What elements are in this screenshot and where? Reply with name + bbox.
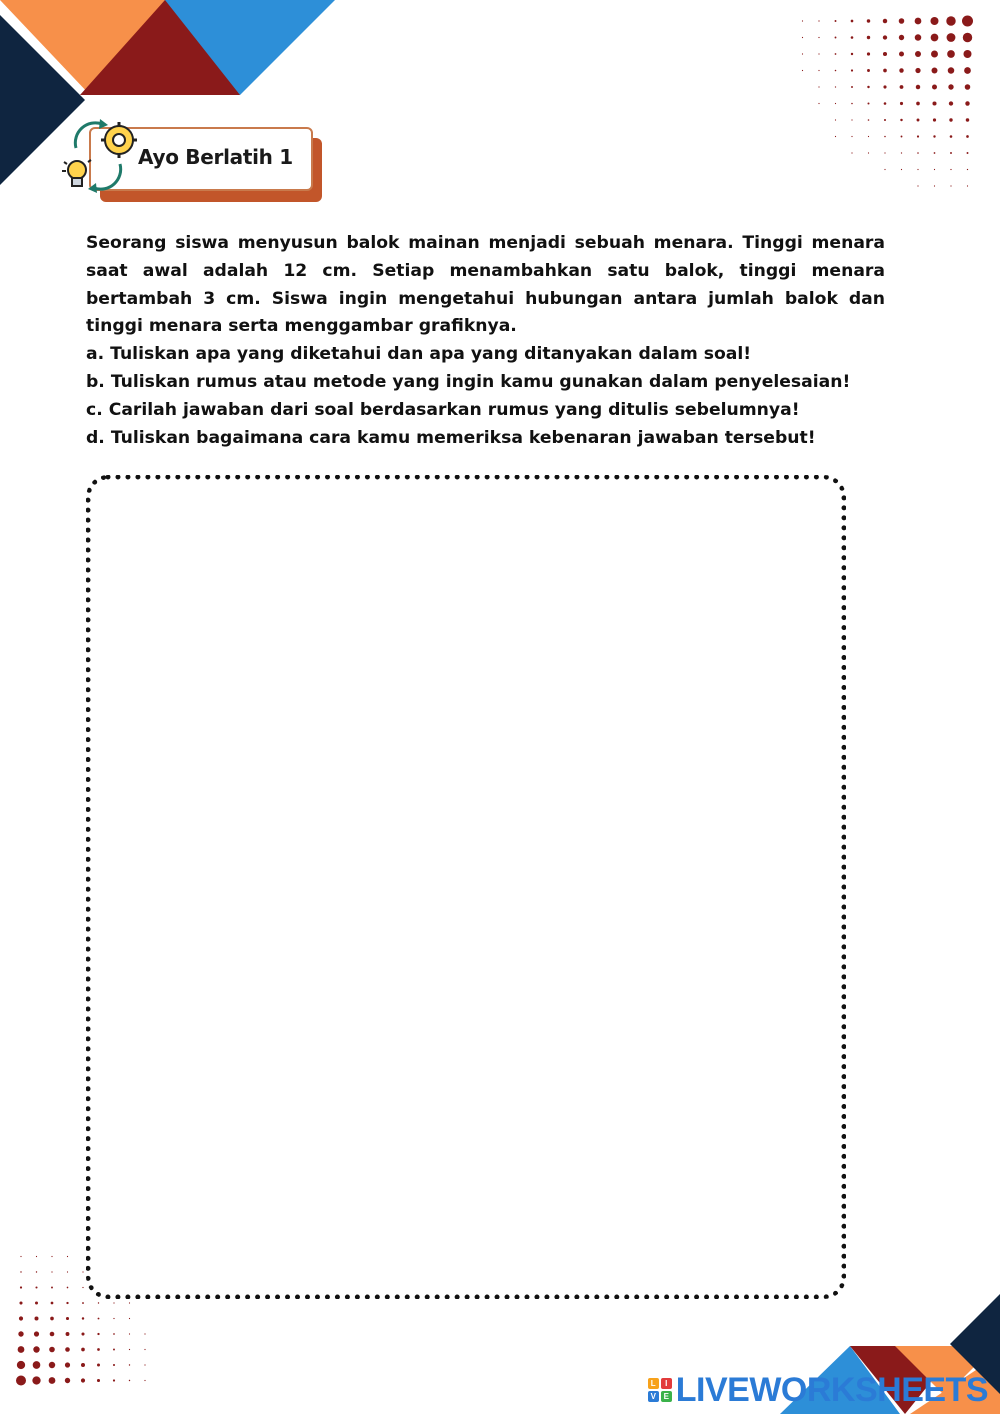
- decor-dot: [129, 1349, 130, 1350]
- decor-dot: [963, 50, 971, 58]
- decor-dot: [917, 152, 919, 154]
- decor-dot: [34, 1316, 38, 1320]
- decor-dot: [967, 169, 968, 170]
- decor-dot: [97, 1333, 99, 1335]
- decor-dot: [899, 18, 905, 24]
- decor-dot: [916, 102, 920, 106]
- decor-dot: [113, 1333, 115, 1335]
- decor-dot: [966, 118, 969, 121]
- decor-dot: [867, 69, 870, 72]
- decor-dot: [851, 53, 853, 55]
- decor-dot: [883, 35, 887, 39]
- decor-dot: [835, 20, 837, 22]
- decor-dot: [818, 103, 819, 104]
- problem-paragraph: Seorang siswa menyusun balok mainan menjadi sebuah menara. Tinggi menara saat awal adalah 12 cm. Setiap menambahkan satu balok, tinggi menara bertambah 3 cm. Siswa ingin mengetahui hubungan antara jumlah balok dan tinggi menara serta menggambar grafiknya.: [86, 233, 885, 337]
- decor-dot: [49, 1347, 55, 1353]
- decor-dot: [933, 118, 936, 121]
- decor-dot: [933, 135, 935, 137]
- decor-dot: [33, 1361, 41, 1369]
- answer-area[interactable]: [86, 475, 846, 1299]
- decor-dot: [932, 84, 937, 89]
- decor-dot: [947, 33, 956, 42]
- decor-dot: [916, 85, 920, 89]
- decor-dot: [949, 101, 953, 105]
- decor-dot: [851, 36, 854, 39]
- decor-dot: [67, 1271, 68, 1272]
- decor-dot: [82, 1271, 83, 1272]
- decor-dot: [966, 135, 969, 138]
- decor-dot: [50, 1332, 55, 1337]
- decor-dot: [144, 1364, 145, 1365]
- decor-dot: [883, 19, 887, 23]
- decor-dot: [49, 1362, 55, 1368]
- decor-dot: [144, 1349, 145, 1350]
- decor-dot: [900, 85, 904, 89]
- decor-dot: [867, 19, 870, 22]
- decor-dot: [899, 35, 904, 40]
- decor-dot: [35, 1302, 38, 1305]
- decor-dot: [65, 1378, 70, 1383]
- decor-dot: [883, 52, 887, 56]
- decor-dot: [965, 84, 971, 90]
- decor-dot: [82, 1317, 84, 1319]
- decor-dot: [901, 136, 903, 138]
- decor-dot: [129, 1318, 130, 1319]
- decor-dot: [900, 119, 902, 121]
- decor-dot: [931, 34, 939, 42]
- decor-dot: [884, 136, 886, 138]
- decor-dot: [949, 118, 952, 121]
- decor-dot: [835, 119, 836, 120]
- decor-dot: [851, 20, 854, 23]
- decor-dot: [947, 50, 955, 58]
- decor-dot: [16, 1376, 26, 1386]
- decor-dot: [835, 136, 836, 137]
- decor-dot: [867, 36, 870, 39]
- decor-dot: [113, 1318, 114, 1319]
- decor-dot: [964, 67, 971, 74]
- decor-dot: [917, 185, 918, 186]
- decor-dot: [113, 1349, 115, 1351]
- decor-dot: [901, 152, 902, 153]
- decor-dot: [33, 1346, 39, 1352]
- decor-dot: [917, 119, 920, 122]
- liveworksheets-mark: L I V E: [648, 1378, 672, 1402]
- decor-dot: [98, 1318, 100, 1320]
- decor-dot: [835, 103, 836, 104]
- decor-dot: [967, 185, 968, 186]
- decor-dot: [81, 1378, 85, 1382]
- decor-dot: [802, 37, 803, 38]
- question-d: d. Tuliskan bagaimana cara kamu memeriksa kebenaran jawaban tersebut!: [86, 427, 816, 448]
- decor-dot: [144, 1380, 145, 1381]
- decor-dot: [113, 1379, 115, 1381]
- decor-dot: [97, 1348, 100, 1351]
- decor-dot: [113, 1302, 114, 1303]
- decor-dot: [18, 1331, 23, 1336]
- decor-dot: [967, 152, 969, 154]
- decor-dot: [930, 17, 938, 25]
- decor-dot: [917, 135, 919, 137]
- decor-dot: [818, 70, 819, 71]
- decor-dot: [851, 69, 853, 71]
- decor-dot: [867, 102, 869, 104]
- decor-dot: [129, 1364, 130, 1365]
- decor-dot: [20, 1256, 21, 1257]
- decor-dot: [20, 1286, 22, 1288]
- decor-dot: [900, 102, 903, 105]
- decor-dot: [851, 119, 852, 120]
- decor-dot: [818, 20, 819, 21]
- decor-dot: [35, 1286, 37, 1288]
- decor-dot: [950, 152, 952, 154]
- decor-dot: [144, 1333, 145, 1334]
- lightbulb-gear-cycle-icon: [58, 118, 138, 198]
- liveworksheets-logo: [648, 1372, 988, 1408]
- decor-dot: [65, 1362, 70, 1367]
- decor-dot: [851, 103, 853, 105]
- decor-dot: [66, 1302, 68, 1304]
- decor-dot: [34, 1331, 39, 1336]
- decor-dot: [932, 68, 938, 74]
- decor-dot: [851, 136, 852, 137]
- decor-dot: [66, 1332, 70, 1336]
- decor-dot: [67, 1287, 69, 1289]
- decor-dot: [915, 18, 922, 25]
- decor-dot: [835, 70, 837, 72]
- decor-dot: [899, 51, 904, 56]
- decor-dot: [17, 1361, 25, 1369]
- decor-dot: [66, 1317, 69, 1320]
- decor-dot: [51, 1287, 53, 1289]
- decor-dot: [835, 53, 837, 55]
- decor-dot: [948, 84, 953, 89]
- decor-dot: [950, 169, 951, 170]
- decor-dot: [113, 1364, 115, 1366]
- decor-dot: [884, 102, 887, 105]
- decor-dot: [65, 1347, 70, 1352]
- decor-dot: [67, 1256, 68, 1257]
- decor-dot: [915, 51, 921, 57]
- question-b: b. Tuliskan rumus atau metode yang ingin kamu gunakan dalam penyelesaian!: [86, 371, 851, 392]
- decor-dot: [818, 86, 819, 87]
- decor-dot: [917, 169, 918, 170]
- decor-dot: [867, 52, 870, 55]
- decor-dot: [950, 135, 953, 138]
- decor-dot: [97, 1379, 100, 1382]
- dot-pattern-top-right: [780, 15, 985, 220]
- decor-dot: [884, 169, 885, 170]
- decor-dot: [51, 1256, 52, 1257]
- decor-dot: [98, 1302, 99, 1303]
- decor-dot: [19, 1301, 22, 1304]
- decor-dot: [934, 185, 935, 186]
- decor-dot: [946, 16, 955, 25]
- question-list: [86, 341, 885, 452]
- decor-dot: [19, 1316, 23, 1320]
- decor-dot: [818, 53, 819, 54]
- decor-dot: [934, 169, 935, 170]
- decor-dot: [18, 1346, 25, 1353]
- question-c: c. Carilah jawaban dari soal berdasarkan rumus yang ditulis sebelumnya!: [86, 399, 800, 420]
- decor-dot: [51, 1302, 54, 1305]
- decor-dot: [851, 152, 852, 153]
- decor-dot: [868, 152, 869, 153]
- decor-dot: [948, 67, 955, 74]
- decor-dot: [899, 68, 903, 72]
- decor-dot: [20, 1271, 21, 1272]
- decor-dot: [950, 185, 951, 186]
- decor-dot: [49, 1377, 56, 1384]
- decor-dot: [802, 53, 803, 54]
- decor-dot: [97, 1364, 100, 1367]
- decor-dot: [129, 1302, 130, 1303]
- question-a: a. Tuliskan apa yang diketahui dan apa yang ditanyakan dalam soal!: [86, 344, 752, 365]
- decor-dot: [963, 33, 972, 42]
- decor-dot: [36, 1271, 37, 1272]
- decor-dot: [934, 152, 936, 154]
- decor-dot: [129, 1333, 130, 1334]
- decor-dot: [51, 1271, 52, 1272]
- decor-dot: [867, 86, 869, 88]
- section-title: Ayo Berlatih 1: [138, 145, 293, 169]
- decor-dot: [932, 101, 936, 105]
- decor-dot: [915, 34, 922, 41]
- decor-dot: [883, 69, 887, 73]
- decor-dot: [962, 16, 973, 27]
- decor-dot: [81, 1348, 85, 1352]
- decor-dot: [32, 1376, 40, 1384]
- decor-dot: [802, 70, 803, 71]
- decor-dot: [82, 1287, 83, 1288]
- decor-dot: [818, 37, 819, 38]
- decor-dot: [81, 1363, 85, 1367]
- decor-dot: [884, 119, 886, 121]
- decor-dot: [883, 85, 886, 88]
- decor-dot: [851, 86, 853, 88]
- brand-text: LIVEWORKSHEETS: [675, 1370, 988, 1409]
- decor-dot: [82, 1302, 84, 1304]
- decor-dot: [868, 136, 869, 137]
- decor-dot: [868, 119, 870, 121]
- decor-dot: [915, 68, 920, 73]
- decor-dot: [36, 1256, 37, 1257]
- decor-dot: [835, 86, 836, 87]
- decor-dot: [901, 169, 902, 170]
- decor-dot: [884, 152, 885, 153]
- decor-dot: [835, 37, 837, 39]
- decor-dot: [50, 1317, 54, 1321]
- decor-dot: [81, 1332, 84, 1335]
- problem-content: [86, 230, 885, 452]
- decor-dot: [129, 1380, 130, 1381]
- decor-dot: [931, 51, 938, 58]
- decor-dot: [802, 20, 803, 21]
- decor-dot: [965, 101, 969, 105]
